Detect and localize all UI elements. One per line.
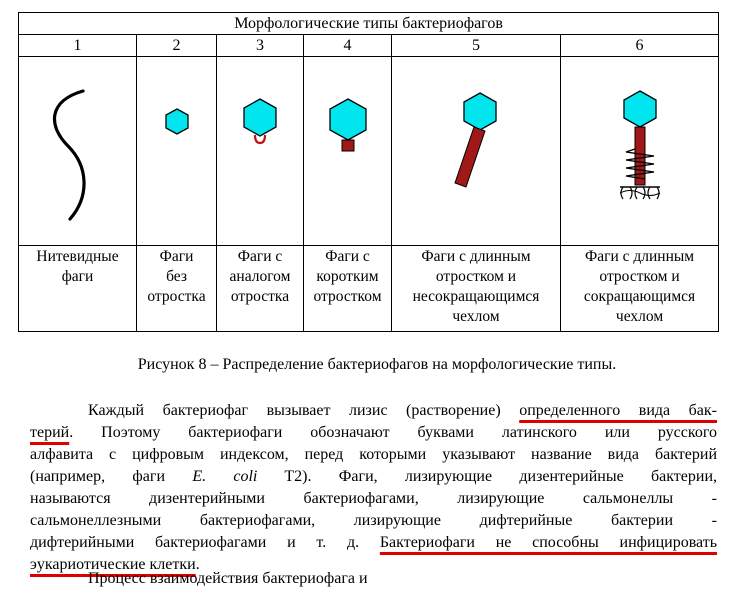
- image-cell: [392, 57, 561, 246]
- label-line: отростка: [230, 288, 290, 305]
- column-label: [392, 246, 561, 332]
- image-cell: [19, 57, 137, 246]
- image-cell: [304, 57, 392, 246]
- image-cell: [137, 57, 217, 246]
- label-line: Фаги: [159, 248, 194, 265]
- label-line: Фаги с: [325, 248, 370, 265]
- paragraph-line: называются дизентерийными бактериофагами, лизирующие сальмонеллы -: [30, 490, 717, 507]
- column-label: [19, 246, 137, 332]
- column-number: 2: [137, 35, 217, 57]
- label-line: сокращающимся: [583, 288, 696, 305]
- label-line: аналогом: [229, 268, 291, 285]
- label-line: Фаги с длинным: [584, 248, 695, 265]
- italic-text: E. coli: [192, 468, 258, 485]
- column-number: 5: [392, 35, 561, 57]
- label-line: чехлом: [615, 308, 664, 325]
- paragraph-line: [30, 422, 717, 444]
- column-number: 4: [304, 35, 392, 57]
- label-line: несокращающимся: [412, 288, 540, 305]
- label-line: Фаги с длинным: [421, 248, 531, 265]
- paragraph-line: [30, 466, 717, 488]
- no-tail-phage-icon: [142, 71, 212, 231]
- paragraph-line: сальмонеллезными бактериофагами, лизирующие дифтерийные бактерии -: [30, 512, 717, 529]
- column-label: [304, 246, 392, 332]
- long-noncontractile-tail-phage-icon: [416, 71, 536, 231]
- highlighted-text: Бактериофаги не способны инфицировать: [379, 534, 718, 551]
- highlighted-text: терий: [30, 424, 70, 441]
- figure-caption: Рисунок 8 – Распределение бактериофагов на морфологические типы.: [137, 356, 617, 373]
- paragraph-line: [30, 400, 717, 422]
- text-run: Каждый бактериофаг вызывает лизис (растворение): [88, 402, 501, 419]
- highlighted-text: эукариотические клетки: [30, 556, 196, 573]
- morphology-table: [18, 12, 719, 332]
- column-number: 1: [19, 35, 137, 57]
- text-run: (например, фаги: [30, 468, 166, 485]
- label-line: без: [166, 268, 187, 285]
- next-paragraph-fragment: Процесс взаимодействия бактериофага и: [88, 570, 368, 587]
- label-line: Фаги с: [237, 248, 283, 265]
- label-line: Нитевидные: [36, 248, 119, 265]
- paragraph-line: алфавита с цифровым индексом, перед которыми указывают название вида бактерий: [30, 446, 717, 463]
- tail-analog-phage-icon: [220, 71, 300, 231]
- text-run: T2). Фаги, лизирующие дизентерийные бактерии,: [284, 468, 717, 485]
- long-contractile-tail-phage-icon: [590, 71, 690, 231]
- text-run: . Поэтому бактериофаги обозначают буквами латинского или русского: [69, 424, 717, 441]
- label-line: фаги: [61, 268, 94, 285]
- text-run: .: [195, 556, 200, 573]
- filamentous-phage-icon: [28, 71, 128, 231]
- column-number: 3: [217, 35, 304, 57]
- label-line: отростком: [313, 288, 382, 305]
- column-number: 6: [561, 35, 719, 57]
- table-title: Морфологические типы бактериофагов: [19, 13, 719, 35]
- label-line: отростком и: [599, 268, 680, 285]
- column-label: [217, 246, 304, 332]
- label-line: коротким: [316, 268, 379, 285]
- short-tail-phage-icon: [308, 71, 388, 231]
- paragraph-line: [30, 532, 717, 554]
- highlighted-text: определенного вида бак-: [519, 402, 717, 419]
- label-line: чехлом: [452, 308, 500, 325]
- image-cell: [217, 57, 304, 246]
- label-line: отростком и: [435, 268, 517, 285]
- text-run: дифтерийными бактериофагами и т. д.: [30, 534, 360, 551]
- column-label: [561, 246, 719, 332]
- label-line: отростка: [147, 288, 206, 305]
- column-label: [137, 246, 217, 332]
- image-cell: [561, 57, 719, 246]
